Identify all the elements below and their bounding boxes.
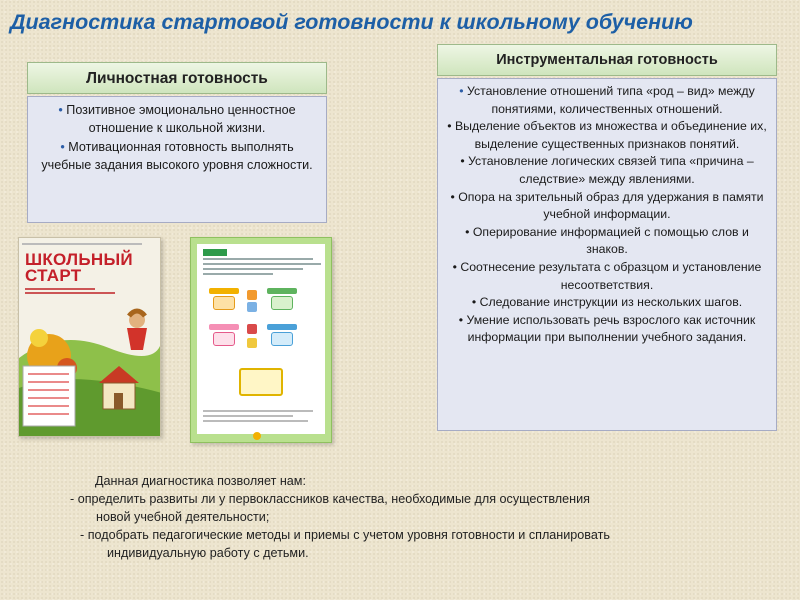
- bullet-icon: •: [471, 295, 480, 310]
- bag-icon: [213, 296, 235, 310]
- instrumental-readiness-panel: [437, 44, 777, 431]
- list-item: • Мотивационная готовность выполнять учебные задания высокого уровня сложности.: [41, 139, 313, 173]
- bag-icon: [271, 332, 293, 346]
- conclusion-item: - определить развиты ли у первоклассников качества, необходимые для осуществления новой учебной деятельности;: [70, 492, 590, 524]
- bullet-icon: •: [450, 189, 459, 204]
- list-item: • Оперирование информацией с помощью слов и знаков.: [465, 224, 749, 257]
- book-subtitle-lines: [25, 288, 135, 294]
- conclusion-intro: Данная диагностика позволяет нам:: [95, 474, 306, 488]
- conclusion-item: - подобрать педагогические методы и приемы с учетом уровня готовности и спланировать индивидуальную работу с детьми.: [80, 528, 610, 560]
- bullet-icon: •: [58, 103, 67, 117]
- bullet-icon: •: [459, 84, 467, 98]
- list-item: • Установление логических связей типа «причина – следствие» между явлениями.: [460, 154, 754, 186]
- label-marker: [209, 324, 239, 330]
- slide-title: Диагностика стартовой готовности к школьному обучению: [10, 10, 693, 34]
- item-icon: [247, 324, 257, 334]
- personal-readiness-header: Личностная готовность: [27, 62, 327, 94]
- footer-lines: [203, 410, 321, 425]
- personal-readiness-list: [27, 96, 327, 223]
- instrumental-readiness-header: Инструментальная готовность: [437, 44, 777, 76]
- instruction-lines: [203, 258, 321, 278]
- book-cover-image: [18, 237, 161, 437]
- list-item: • Соотнесение результата с образцом и установление несоответствия.: [452, 259, 762, 292]
- book-title: ШКОЛЬНЫЙ СТАРТ: [25, 250, 133, 285]
- big-bag-icon: [239, 368, 283, 396]
- list-item: • Опора на зрительный образ для удержания в памяти учебной информации.: [450, 189, 764, 222]
- bullet-icon: •: [458, 312, 467, 327]
- instrumental-readiness-list: [437, 78, 777, 431]
- list-item: • Установление отношений типа «род – вид» между понятиями, количественных отношений.: [459, 84, 755, 116]
- list-item: • Выделение объектов из множества и объединение их, выделение существенных признаков понятий.: [447, 119, 767, 151]
- list-item: • Умение использовать речь взрослого как источник информации при выполнении учебного задания.: [458, 312, 756, 345]
- list-item: • Позитивное эмоционально ценностное отношение к школьной жизни.: [58, 103, 296, 136]
- bullet-icon: •: [460, 154, 469, 169]
- page-tag-marker: [203, 249, 227, 256]
- item-icon: [247, 338, 257, 348]
- page-number-badge: [253, 432, 261, 440]
- item-icon: [247, 302, 257, 312]
- bullet-icon: •: [465, 224, 473, 239]
- workbook-page-content: [197, 244, 325, 434]
- list-item: • Следование инструкции из нескольких шагов.: [471, 295, 743, 310]
- book-illustration: [19, 298, 161, 437]
- workbook-page-image: [190, 237, 332, 443]
- label-marker: [209, 288, 239, 294]
- book-authors-line: [19, 238, 160, 250]
- bullet-icon: •: [452, 259, 461, 274]
- label-marker: [267, 324, 297, 330]
- label-marker: [267, 288, 297, 294]
- item-icon: [247, 290, 257, 300]
- bullet-icon: •: [447, 119, 455, 134]
- bullet-icon: •: [60, 139, 69, 154]
- bag-icon: [213, 332, 235, 346]
- conclusion-block: [58, 472, 778, 562]
- personal-readiness-panel: [27, 62, 327, 223]
- bag-icon: [271, 296, 293, 310]
